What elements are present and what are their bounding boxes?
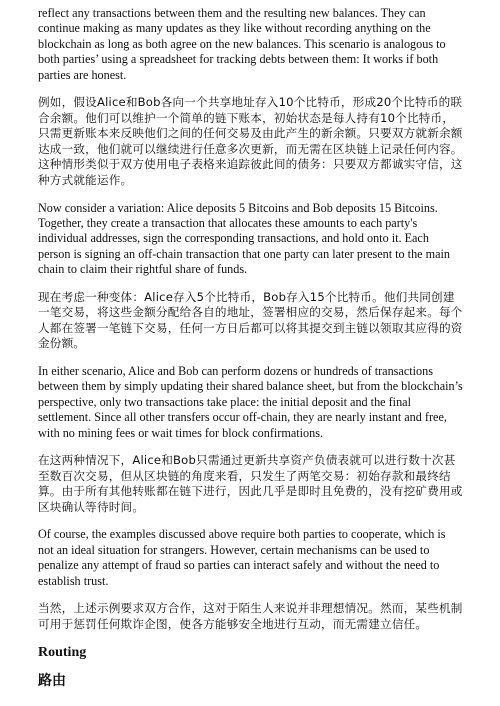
- document-page: [38, 6, 464, 690]
- paragraph-zh-3: 在这两种情况下，Alice和Bob只需通过更新共享资产负债表就可以进行数十次甚至数百次交易，但从区块链的角度来看，只发生了两笔交易：初始存款和最终结算。由于所有其他转账都在链下进行，因此几乎是即时且免费的，没有挖矿费用或区块确认等待时间。: [38, 453, 463, 514]
- paragraph-en-3: In either scenario, Alice and Bob can perform dozens or hundreds of transactions between them by simply updating their shared balance sheet, but from the blockchain’s perspective, only two transactions take place: the initial deposit and the final settlement. Since all other transfers occur off-chain, they are nearly instant and free, with no mining fees or wait times for block confirmations.: [38, 364, 463, 440]
- paragraph-en-2: Now consider a variation: Alice deposits 5 Bitcoins and Bob deposits 15 Bitcoins. Together, they create a transaction that allocates these amounts to each party's individual addresses, sign the corresponding transactions, and hold onto it. Each person is signing an off-chain transaction that one party can later present to the main chain to claim their rightful share of funds.: [38, 200, 450, 277]
- paragraph-en-4: Of course, the examples discussed above require both parties to cooperate, which is not an ideal situation for strangers. However, certain mechanisms can be used to penalize any attempt of fraud so parties can interact safely and without the need to establish trust.: [38, 527, 446, 588]
- paragraph-zh-2: 现在考虑一种变体：Alice存入5个比特币，Bob存入15个比特币。他们共同创建一笔交易，将这些金额分配给各自的地址，签署相应的交易，然后保存起来。每个人都在签署一笔链下交易，任何一方日后都可以将其提交到主链以领取其应得的资金份额。: [38, 289, 463, 351]
- paragraph-en-1: reflect any transactions between them and the resulting new balances. They can continue making as many updates as they like without recording anything on the blockchain as long as both agree on the new balances. This scenario is analogous to both parties’ using a spreadsheet for tracking debts between them: It works if both parties are honest.: [38, 6, 446, 82]
- paragraph-zh-1: 例如，假设Alice和Bob各向一个共享地址存入10个比特币，形成20个比特币的联合余额。他们可以维护一个简单的链下账本，初始状态是每人持有10个比特币，只需更新账本来反映他们之间的任何交易及由此产生的新余额。只要双方就新余额达成一致，他们就可以继续进行任意多次更新，而无需在区块链上记录任何内容。这种情形类似于双方使用电子表格来追踪彼此间的债务：只要双方都诚实守信，这种方式就能运作。: [38, 95, 463, 187]
- section-heading-en: Routing: [38, 645, 87, 661]
- paragraph-zh-4: 当然，上述示例要求双方合作，这对于陌生人来说并非理想情况。然而，某些机制可用于惩罚任何欺诈企图，使各方能够安全地进行互动，而无需建立信任。: [38, 601, 463, 631]
- section-heading-zh: 路由: [38, 673, 66, 690]
